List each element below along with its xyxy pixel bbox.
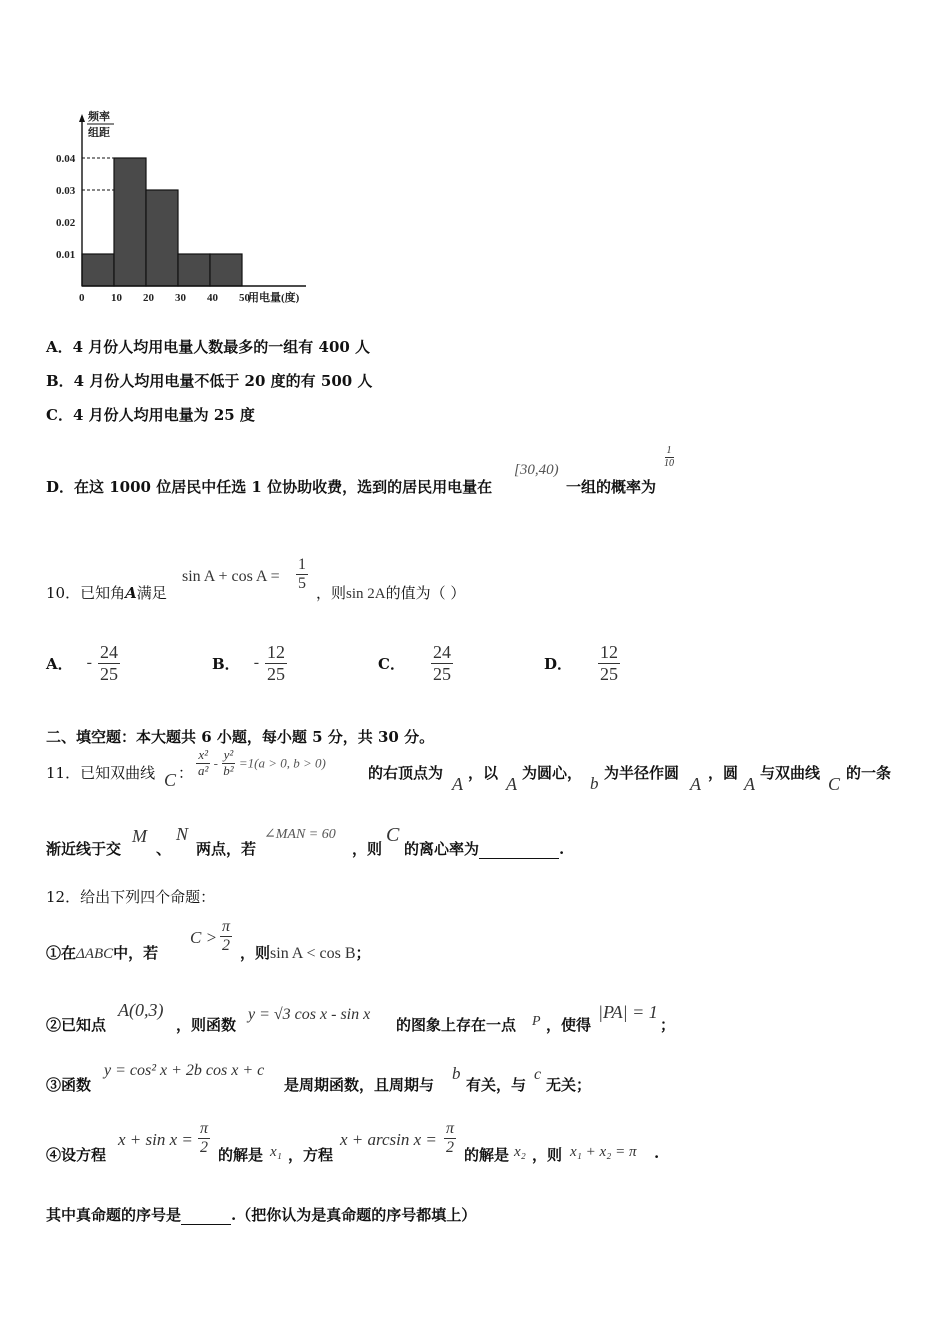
q11-colon: ： bbox=[178, 764, 194, 782]
x-tick-label: 0 bbox=[79, 292, 85, 304]
q12-title: 12．给出下列四个命题： bbox=[46, 888, 216, 906]
q12-p4-mid4: ，则 bbox=[532, 1146, 563, 1164]
q10-option-fraction bbox=[98, 642, 120, 684]
q12-p4-frac1 bbox=[198, 1120, 210, 1158]
y-tick-label: 0.01 bbox=[56, 249, 76, 261]
q10-option-a bbox=[46, 642, 120, 684]
q11-pre: 11．已知双曲线 bbox=[46, 764, 156, 782]
q12-p3-mid: 是周期函数，且周期与 bbox=[284, 1076, 435, 1094]
q11-t3: 为圆心， bbox=[522, 764, 583, 782]
q12-p2-cond: |PA| = 1 bbox=[598, 1002, 658, 1022]
q12-p4-eq2: x + arcsin x = bbox=[340, 1130, 437, 1149]
q12-p2-mid: ，则函数 bbox=[176, 1016, 237, 1034]
q10-pre: 10．已知角 bbox=[46, 584, 126, 602]
y-axis-arrow bbox=[79, 114, 85, 122]
q10-fraction bbox=[296, 556, 308, 594]
q12-p3-pre: ③函数 bbox=[46, 1076, 92, 1094]
q11-line2-c: ，则 bbox=[352, 840, 383, 858]
q12-p2-mid2: 的图象上存在一点 bbox=[396, 1016, 517, 1034]
q10-option-fraction bbox=[431, 642, 453, 684]
q10-option-num: 24 bbox=[99, 642, 118, 662]
histogram-bar bbox=[210, 254, 242, 286]
q12-p1-mid: 中，若 bbox=[113, 944, 159, 962]
q12-p4-x2: x₂ bbox=[514, 1144, 526, 1160]
q10-stem-2 bbox=[316, 582, 465, 603]
q12-p1 bbox=[46, 942, 158, 963]
q11-line2-d bbox=[404, 838, 564, 859]
q12-p4-pre: ④设方程 bbox=[46, 1146, 107, 1164]
q12-p2-end: ； bbox=[660, 1016, 676, 1034]
x-tick-label: 30 bbox=[175, 292, 186, 304]
q12-p1-pre: ①在 bbox=[46, 944, 77, 962]
q12-p4-mid3: 的解是 bbox=[464, 1146, 510, 1164]
q10-option-label: A． bbox=[46, 654, 73, 673]
q12-p2-mid3: ，使得 bbox=[546, 1016, 592, 1034]
q11-C3: C bbox=[386, 824, 400, 846]
q10-var: A bbox=[125, 584, 137, 602]
q12-p4-mid: 的解是 bbox=[218, 1146, 264, 1164]
q12-p1-tail bbox=[240, 942, 371, 963]
x-tick-label: 50 bbox=[239, 292, 250, 304]
q11-cond: =1(a > 0, b > 0) bbox=[238, 755, 326, 771]
q9-d-interval: [30,40) bbox=[514, 462, 559, 478]
x-axis-label: 用电量(度) bbox=[248, 292, 300, 304]
y-axis-label-bottom: 组距 bbox=[88, 127, 110, 139]
q11-N: N bbox=[176, 824, 189, 844]
q12-p2-pre: ②已知点 bbox=[46, 1016, 107, 1034]
q9-d-frac-den: 10 bbox=[664, 457, 674, 469]
q9-option-d bbox=[46, 476, 492, 497]
q11-C2: C bbox=[828, 774, 841, 794]
y-tick-label: 0.02 bbox=[56, 217, 76, 229]
q12-p4-mid2: ，方程 bbox=[288, 1146, 334, 1164]
q12-p3-b: b bbox=[452, 1064, 461, 1083]
q11-C1: C bbox=[164, 770, 177, 790]
q10-option-sign: - bbox=[253, 654, 260, 672]
q10-option-den: 25 bbox=[267, 663, 286, 684]
q11-t5: ，圆 bbox=[708, 764, 739, 782]
q11-A4: A bbox=[744, 774, 755, 794]
q10-expr: sin A + cos A = bbox=[182, 568, 280, 585]
q10-option-num: 12 bbox=[267, 642, 286, 662]
q10-then: ，则 bbox=[316, 584, 347, 602]
q12-p3-fn: y = cos² x + 2b cos x + c bbox=[104, 1062, 265, 1079]
q10-option-label: D． bbox=[544, 654, 573, 673]
q10-option-den: 25 bbox=[99, 663, 118, 684]
q10-option-den: 25 bbox=[432, 663, 451, 684]
q9-d-fraction bbox=[662, 445, 676, 469]
q11-line2-b: 两点，若 bbox=[196, 840, 257, 858]
q11-answer-blank[interactable] bbox=[479, 843, 559, 859]
q11-t4: 为半径作圆 bbox=[604, 764, 680, 782]
q12-p1-pi: π bbox=[220, 918, 232, 937]
q11-angle: ∠MAN = 60 bbox=[264, 827, 336, 842]
x-tick-label: 10 bbox=[111, 292, 122, 304]
q11-A3: A bbox=[690, 774, 701, 794]
q11-end: . bbox=[559, 840, 565, 858]
q9-d-text-post: 一组的概率为 bbox=[566, 478, 657, 496]
q12-p4-pi1: π bbox=[198, 1120, 210, 1139]
q12-footer-pre: 其中真命题的序号是 bbox=[46, 1206, 182, 1224]
q12-p3-mid2: 有关，与 bbox=[466, 1076, 527, 1094]
q12-p4-two2: 2 bbox=[446, 1139, 454, 1157]
q9-option-a: A．4 月份人均用电量人数最多的一组有 400 人 bbox=[46, 338, 371, 356]
q12-footer bbox=[46, 1204, 476, 1225]
q12-p2-P: P bbox=[532, 1014, 541, 1029]
q11-t1: 的右顶点为 bbox=[368, 764, 444, 782]
q10-stem bbox=[46, 582, 167, 603]
q11-line2-a: 渐近线于交 bbox=[46, 840, 122, 858]
x-tick-label: 40 bbox=[207, 292, 218, 304]
histogram-bar bbox=[82, 254, 114, 286]
q9-option-b: B．4 月份人均用电量不低于 20 度的有 500 人 bbox=[46, 372, 373, 390]
histogram-bar bbox=[114, 158, 146, 286]
histogram-bar bbox=[178, 254, 210, 286]
q12-p2-fn: y = √3 cos x - sin x bbox=[248, 1006, 371, 1023]
q10-frac-den: 5 bbox=[298, 575, 306, 593]
q11-b: b bbox=[590, 774, 599, 793]
q12-footer-post: .（把你认为是真命题的序号都填上） bbox=[231, 1206, 477, 1224]
q12-p1-cond: C > bbox=[190, 928, 218, 947]
q12-p1-then: ，则 bbox=[240, 944, 271, 962]
q10-post: 的值为（ ） bbox=[385, 584, 466, 602]
q9-d-text: D．在这 1000 位居民中任选 1 位协助收费，选到的居民用电量在 bbox=[46, 478, 493, 496]
y-tick-label: 0.04 bbox=[56, 153, 76, 165]
q11-sep: 、 bbox=[156, 840, 172, 858]
q10-option-d bbox=[544, 642, 620, 684]
q11-t2: ，以 bbox=[468, 764, 499, 782]
q11-M: M bbox=[132, 826, 147, 846]
q12-p3-c: c bbox=[534, 1066, 542, 1083]
q12-p4-x1: x₁ bbox=[270, 1144, 282, 1160]
q12-answer-blank[interactable] bbox=[181, 1209, 231, 1225]
q12-p4-two1: 2 bbox=[200, 1139, 208, 1157]
q12-p1-frac bbox=[220, 918, 232, 956]
q9-option-c: C．4 月份人均用电量为 25 度 bbox=[46, 406, 255, 424]
q10-option-label: C． bbox=[378, 654, 405, 673]
q12-p1-two: 2 bbox=[222, 937, 230, 955]
q10-option-b bbox=[212, 642, 287, 684]
q12-p3-end: 无关； bbox=[546, 1076, 592, 1094]
q11-t6: 与双曲线 bbox=[760, 764, 821, 782]
q10-mid: 满足 bbox=[136, 584, 167, 602]
q11-hyperbola-eq: $\frac{\text{x²}}{\text{a²}}$ - $\frac{\text{y²}}{\text{b²}}$ =1(a > 0, b > 0) bbox=[198, 747, 326, 778]
q12-p1-res: sin A < cos B bbox=[270, 945, 356, 962]
y-tick-label: 0.03 bbox=[56, 185, 76, 197]
q12-p1-tri: ΔABC bbox=[76, 946, 114, 962]
q10-option-den: 25 bbox=[600, 663, 619, 684]
q11-A2: A bbox=[506, 774, 517, 794]
q12-p4-frac2 bbox=[444, 1120, 456, 1158]
q11-t7: 的一条 bbox=[846, 764, 892, 782]
q10-option-label: B． bbox=[212, 654, 240, 673]
section-2-heading: 二、填空题：本大题共 6 小题，每小题 5 分，共 30 分。 bbox=[46, 728, 435, 746]
q11-line2-d-text: 的离心率为 bbox=[404, 840, 480, 858]
histogram-bar bbox=[146, 190, 178, 286]
q12-p4-res: x₁ + x₂ = π bbox=[570, 1144, 637, 1160]
q12-p4-eq1: x + sin x = bbox=[118, 1130, 193, 1149]
q10-frac-num: 1 bbox=[296, 556, 308, 575]
y-axis-label-top: 频率 bbox=[88, 111, 110, 123]
q10-option-sign: - bbox=[86, 654, 92, 672]
q12-p4-pi2: π bbox=[444, 1120, 456, 1139]
q12-p1-end: ； bbox=[355, 944, 371, 962]
q12-p2-pt: A(0,3) bbox=[118, 1000, 164, 1020]
q10-option-fraction bbox=[265, 642, 287, 684]
q12-p4-end: . bbox=[654, 1144, 660, 1162]
q11-A1: A bbox=[452, 774, 463, 794]
q10-option-num: 12 bbox=[600, 642, 619, 662]
q9-d-frac-num: 1 bbox=[666, 445, 672, 456]
q10-option-num: 24 bbox=[432, 642, 451, 662]
q10-option-c bbox=[378, 642, 453, 684]
x-tick-label: 20 bbox=[143, 292, 154, 304]
q10-option-fraction bbox=[598, 642, 620, 684]
histogram-chart bbox=[40, 108, 330, 308]
q10-expr2: sin 2A bbox=[346, 586, 386, 602]
